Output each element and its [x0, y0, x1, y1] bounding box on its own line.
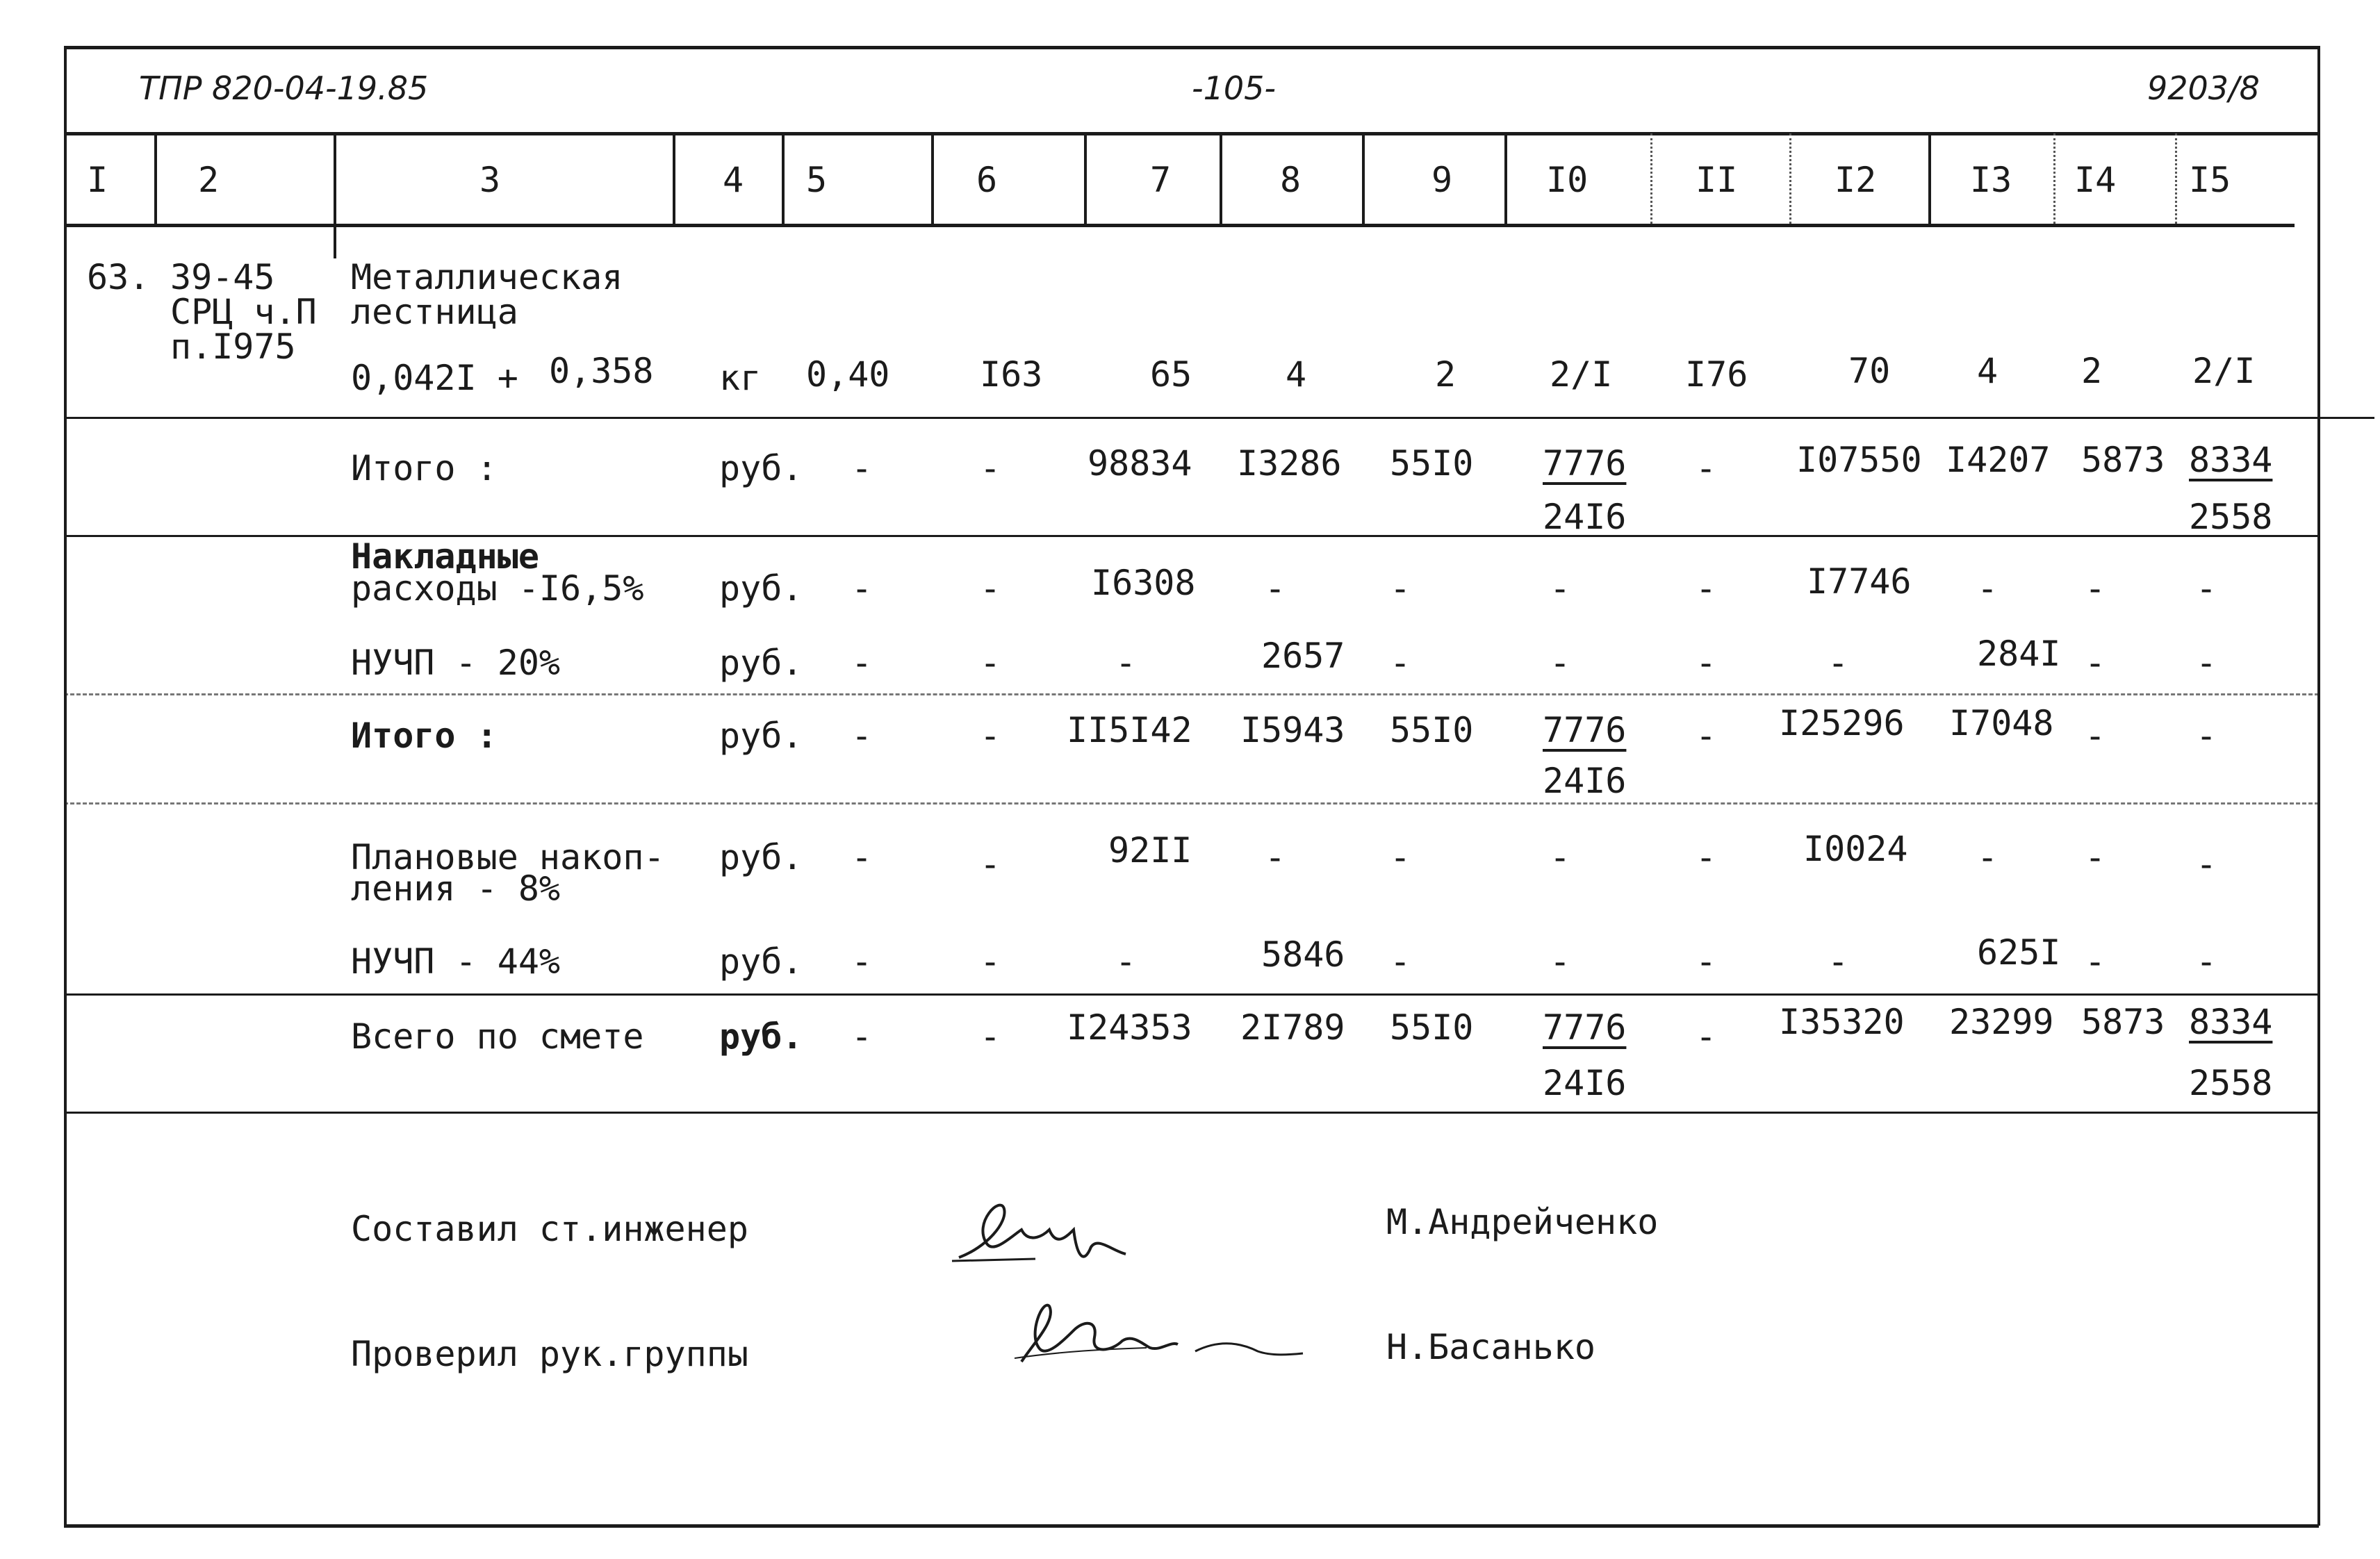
cell: - [1115, 941, 1137, 982]
cell: 55I0 [1390, 710, 1474, 750]
cell: - [1550, 643, 1571, 683]
row-unit: руб. [719, 941, 803, 982]
cell: - [851, 643, 873, 683]
row-rule-5 [64, 993, 2319, 996]
row-label: Накладные [351, 536, 539, 577]
col-sep [1220, 133, 1222, 224]
row-label: НУЧП - 44% [351, 941, 561, 982]
cell: - [1828, 941, 1849, 982]
col-number: I5 [2189, 160, 2231, 200]
item-c6: I63 [980, 354, 1043, 395]
cell: - [2196, 716, 2217, 756]
cell: - [980, 716, 1001, 756]
page-number: -105- [1192, 69, 1276, 107]
header-bottom-rule [64, 132, 2319, 135]
cell: - [980, 448, 1001, 488]
item-unit: кг [719, 358, 762, 398]
cell: 284I [1977, 634, 2061, 674]
row-unit: руб. [719, 568, 803, 609]
cell: I07550 [1796, 440, 1922, 480]
row-rule-4 [64, 802, 2319, 805]
cell: - [1828, 643, 1849, 683]
cell: - [2085, 941, 2106, 982]
cell-fraction-bottom: 24I6 [1543, 1063, 1627, 1103]
cell-fraction-top: 8334 [2189, 1002, 2273, 1042]
row-unit: руб. [719, 448, 803, 488]
cell: I7048 [1949, 703, 2054, 743]
col-sep [1928, 133, 1931, 224]
cell: - [851, 1016, 873, 1057]
cell: - [1696, 837, 1717, 877]
cell: 5846 [1261, 934, 1345, 975]
cell: - [1696, 716, 1717, 756]
item-c5: 0,40 [806, 354, 890, 395]
item-c10: 2/I [1550, 354, 1613, 395]
row-rule-6 [64, 1112, 2319, 1114]
item-number: 63. [87, 257, 150, 297]
frame-left [64, 46, 67, 1526]
col-number: I4 [2074, 160, 2117, 200]
cell-fraction-bottom: 2558 [2189, 497, 2273, 537]
colnum-bottom-rule [64, 224, 2295, 227]
col-sep [2053, 133, 2055, 224]
col-number: 3 [479, 160, 501, 200]
col-sep [1504, 133, 1507, 224]
cell: - [851, 716, 873, 756]
cell: 2I789 [1240, 1007, 1345, 1048]
cell: - [2085, 716, 2106, 756]
row-unit: руб. [719, 837, 803, 877]
cell: - [851, 837, 873, 877]
cell: - [2196, 844, 2217, 884]
cell: I6308 [1091, 563, 1196, 603]
col-number: I3 [1970, 160, 2012, 200]
col-number: 5 [806, 160, 828, 200]
item-name: лестница [351, 292, 518, 332]
composed-by-name: М.Андрейченко [1386, 1202, 1659, 1242]
item-c8: 4 [1286, 354, 1307, 395]
cell: - [2085, 643, 2106, 683]
cell-fraction-bottom: 2558 [2189, 1063, 2273, 1103]
frame-bottom [64, 1524, 2319, 1528]
cell: - [980, 568, 1001, 609]
row-rule-1 [64, 417, 2374, 419]
col-number: 9 [1431, 160, 1453, 200]
col-number: II [1696, 160, 1738, 200]
col-number: 7 [1150, 160, 1172, 200]
cell: - [980, 1016, 1001, 1057]
cell: 5873 [2081, 440, 2165, 480]
col-sep [1362, 133, 1365, 224]
cell: I5943 [1240, 710, 1345, 750]
checked-by-label: Проверил рук.группы [351, 1334, 748, 1374]
frame-top [64, 46, 2319, 49]
item-c11: I76 [1685, 354, 1748, 395]
row-rule-3 [64, 693, 2319, 695]
item-c12: 70 [1848, 351, 1891, 391]
cell: I3286 [1237, 443, 1342, 484]
cell: - [980, 844, 1001, 884]
cell-fraction-bottom: 24I6 [1543, 761, 1627, 801]
cell: - [2085, 568, 2106, 609]
cell: - [1115, 643, 1137, 683]
cell: - [1977, 837, 1999, 877]
row-unit: руб. [719, 1016, 803, 1057]
cell: I35320 [1779, 1002, 1905, 1042]
item-c9: 2 [1435, 354, 1456, 395]
cell: 55I0 [1390, 1007, 1474, 1048]
cell-fraction-top: 8334 [2189, 440, 2273, 480]
cell: - [851, 448, 873, 488]
cell: I7746 [1807, 561, 1912, 602]
cell: - [851, 568, 873, 609]
item-c13: 4 [1977, 351, 1999, 391]
cell-fraction-top: 7776 [1543, 1007, 1627, 1048]
item-code: 39-45 [170, 257, 275, 297]
cell: - [851, 941, 873, 982]
cell: - [980, 643, 1001, 683]
cell: 92II [1108, 830, 1192, 871]
cell: 625I [1977, 932, 2061, 973]
cell: - [1696, 1016, 1717, 1057]
cell: - [1696, 568, 1717, 609]
signature-checked [1008, 1292, 1313, 1383]
cell-fraction-top: 7776 [1543, 710, 1627, 750]
cell: - [1696, 643, 1717, 683]
col-number: I2 [1835, 160, 1877, 200]
col-sep [334, 133, 336, 258]
cell: - [1390, 643, 1411, 683]
cell: 2657 [1261, 636, 1345, 676]
cell: 23299 [1949, 1002, 2054, 1042]
row-label: НУЧП - 20% [351, 643, 561, 683]
item-code: СРЦ ч.П [170, 292, 317, 332]
col-number: 6 [976, 160, 998, 200]
col-sep [154, 133, 157, 224]
cell: 5873 [2081, 1002, 2165, 1042]
cell: - [1390, 941, 1411, 982]
item-c14: 2 [2081, 351, 2103, 391]
cell-fraction-top: 7776 [1543, 443, 1627, 484]
item-name: Металлическая [351, 257, 623, 297]
item-formula: 0,042I + [351, 358, 518, 398]
cell: - [1696, 941, 1717, 982]
frame-right [2317, 46, 2320, 1526]
row-label: Плановые накоп- [351, 837, 665, 877]
col-sep [1084, 133, 1087, 224]
cell: I4207 [1946, 440, 2051, 480]
doc-code: ТПР 820-04-19.85 [139, 69, 429, 107]
cell: - [1265, 837, 1286, 877]
col-number: 2 [198, 160, 220, 200]
cell: - [2196, 568, 2217, 609]
col-sep [782, 133, 785, 224]
item-c15: 2/I [2192, 351, 2256, 391]
col-number: 8 [1280, 160, 1302, 200]
cell: 98834 [1088, 443, 1192, 484]
col-sep [931, 133, 934, 224]
cell: I24353 [1067, 1007, 1192, 1048]
sheet-code: 9203/8 [2147, 69, 2260, 107]
signature-composed [945, 1181, 1140, 1278]
row-label: Всего по смете [351, 1016, 644, 1057]
row-label: Итого : [351, 716, 498, 756]
cell: - [1390, 568, 1411, 609]
col-number: 4 [723, 160, 744, 200]
checked-by-name: Н.Басанько [1386, 1327, 1596, 1367]
cell: I25296 [1779, 703, 1905, 743]
cell: II5I42 [1067, 710, 1192, 750]
item-formula: 0,358 [549, 351, 654, 391]
col-sep [1789, 133, 1791, 224]
col-number: I0 [1546, 160, 1589, 200]
composed-by-label: Составил ст.инженер [351, 1209, 748, 1249]
cell: - [2196, 643, 2217, 683]
row-unit: руб. [719, 643, 803, 683]
cell: - [2085, 837, 2106, 877]
cell: I0024 [1803, 829, 1908, 869]
row-label: ления - 8% [351, 868, 561, 909]
cell: - [1550, 941, 1571, 982]
item-code: п.I975 [170, 327, 296, 367]
col-sep [1650, 133, 1652, 224]
row-label: расходы -I6,5% [351, 568, 644, 609]
cell-fraction-bottom: 24I6 [1543, 497, 1627, 537]
row-unit: руб. [719, 716, 803, 756]
cell: - [1550, 837, 1571, 877]
cell: - [1977, 568, 1999, 609]
col-sep [2175, 133, 2177, 224]
cell: 55I0 [1390, 443, 1474, 484]
col-sep [673, 133, 675, 224]
cell: - [1550, 568, 1571, 609]
cell: - [1265, 568, 1286, 609]
cell: - [1696, 448, 1717, 488]
cell: - [2196, 941, 2217, 982]
item-c7: 65 [1150, 354, 1192, 395]
cell: - [980, 941, 1001, 982]
col-number: I [87, 160, 108, 200]
cell: - [1390, 837, 1411, 877]
row-label: Итого : [351, 448, 498, 488]
